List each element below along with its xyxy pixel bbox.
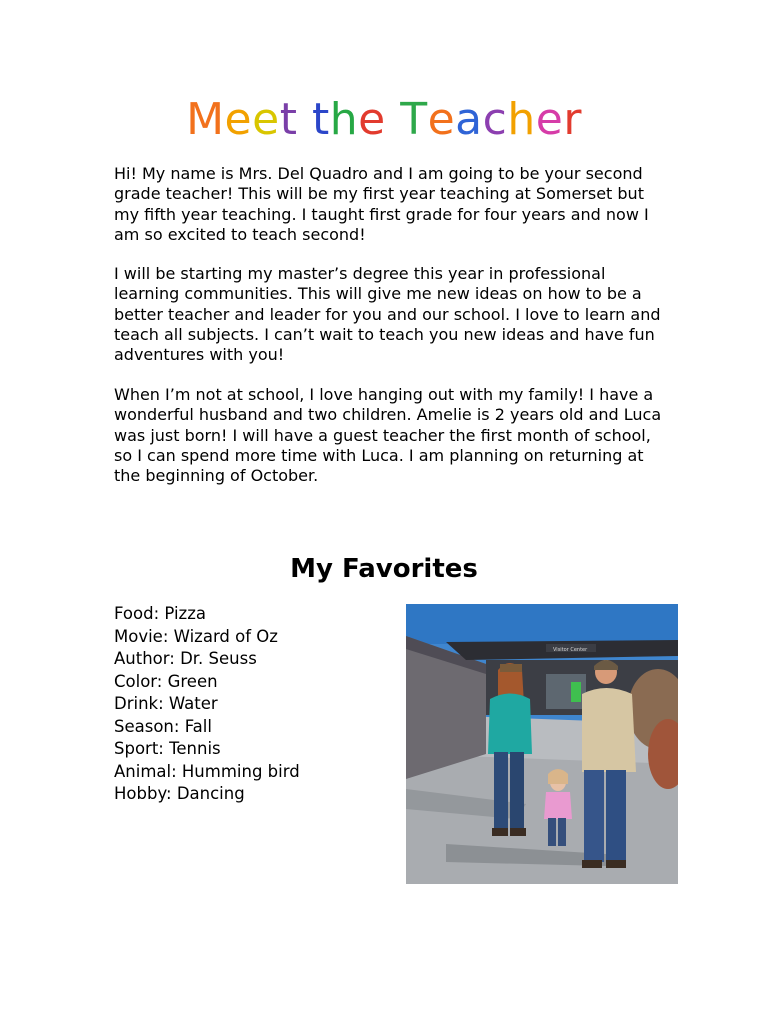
favorite-item: Sport: Tennis <box>114 739 221 758</box>
favorite-item: Food: Pizza <box>114 604 206 623</box>
page-title <box>0 92 768 148</box>
favorite-item: Author: Dr. Seuss <box>114 649 257 668</box>
intro-paragraph: Hi! My name is Mrs. Del Quadro and I am going to be your second grade teacher! This will be my first year teaching at Somerset but my fifth year teaching. I taught first grade for four years and now I am so excited to teach second! <box>114 164 649 244</box>
favorite-item: Drink: Water <box>114 694 218 713</box>
title-letter: e <box>252 94 280 145</box>
favorites-list <box>114 603 300 806</box>
title-letter: e <box>535 94 564 145</box>
title-letter: T <box>400 94 428 145</box>
title-letter: t <box>279 94 298 145</box>
favorite-item: Movie: Wizard of Oz <box>114 626 278 646</box>
title-letter: c <box>482 94 508 145</box>
family-paragraph: When I’m not at school, I love hanging out with my family! I have a wonderful husband and two children. Amelie is 2 years old and Luca was just born! I will have a guest teacher the first month of school, so I can spend more time with Luca. I am planning on returning at the beginning of October. <box>114 385 662 486</box>
title-letter: r <box>563 94 582 145</box>
family-photo <box>406 604 678 884</box>
title-letter: M <box>186 94 225 145</box>
title-letter: e <box>427 94 456 145</box>
favorite-item: Color: Green <box>114 671 218 691</box>
title-letter: e <box>224 94 253 145</box>
favorite-item: Animal: Humming bird <box>114 761 300 781</box>
favorite-item: Hobby: Dancing <box>114 784 245 803</box>
degree-paragraph: I will be starting my master’s degree this year in professional learning communities. This will give me new ideas on how to be a better teacher and leader for you and our school. I love to learn and teach all subjects. I can’t wait to teach you new ideas and have fun adventures with you! <box>114 264 661 365</box>
title-letter <box>297 92 312 148</box>
title-letter: a <box>455 94 483 145</box>
favorites-heading: My Favorites <box>290 554 478 584</box>
title-letter: e <box>358 94 386 145</box>
favorite-item: Season: Fall <box>114 716 212 736</box>
title-letter: h <box>507 94 536 145</box>
title-letter <box>386 92 401 148</box>
building-sign-text: Visitor Center <box>553 647 588 653</box>
title-letter: t <box>311 94 330 145</box>
title-letter: h <box>329 94 359 145</box>
